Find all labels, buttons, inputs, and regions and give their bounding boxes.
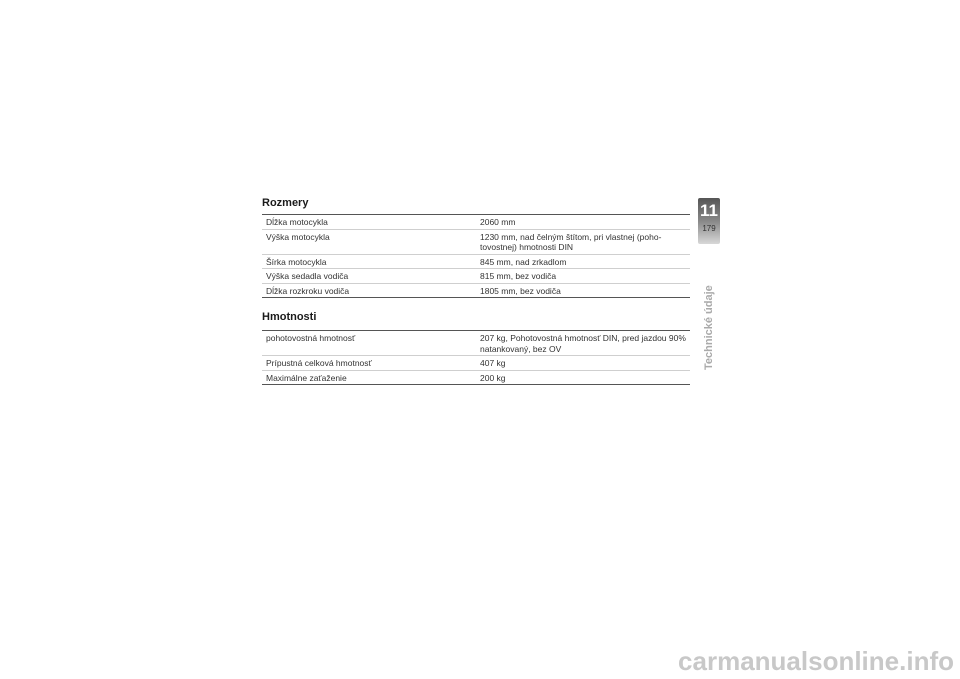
spec-key: Dĺžka rozkroku vodiča	[266, 285, 350, 296]
table-row	[262, 283, 690, 298]
table-row	[262, 229, 690, 254]
table-row	[262, 356, 690, 371]
table-row	[262, 215, 690, 230]
spec-key: Výška sedadla vodiča	[262, 269, 476, 284]
spec-value: 200 kg	[480, 372, 506, 383]
table-row	[262, 254, 690, 269]
table-row	[262, 331, 690, 356]
spec-key: Dĺžka motocykla	[262, 215, 476, 230]
dimensions-table	[262, 214, 690, 298]
page-content	[262, 196, 690, 385]
spec-value: 1805 mm, bez vodiča	[480, 285, 561, 296]
table-row	[262, 370, 690, 385]
chapter-side-title: Technické údaje	[703, 285, 715, 370]
spec-value: 815 mm, bez vodiča	[476, 269, 690, 284]
page-number: 179	[702, 224, 716, 233]
spec-key: pohotovostná hmotnosť	[262, 331, 476, 356]
spec-key: Maximálne zaťaženie	[266, 372, 347, 383]
spec-key: Šírka motocykla	[262, 254, 476, 269]
chapter-tab	[698, 198, 720, 244]
spec-value: 2060 mm	[476, 215, 690, 230]
spec-value: 1230 mm, nad čelným štítom, pri vlastnej (poho-tovostnej) hmotnosti DIN	[476, 229, 690, 254]
section-title-hmotnosti: Hmotnosti	[262, 311, 317, 323]
spec-value: 407 kg	[476, 356, 690, 371]
table-row	[262, 269, 690, 284]
spec-value: 845 mm, nad zrkadlom	[476, 254, 690, 269]
spec-key: Výška motocykla	[262, 229, 476, 254]
chapter-number: 11	[700, 201, 718, 220]
spec-key: Prípustná celková hmotnosť	[262, 356, 476, 371]
weights-table	[262, 330, 690, 385]
watermark: carmanualsonline.info	[678, 646, 954, 676]
spec-value: 207 kg, Pohotovostná hmotnosť DIN, pred jazdou 90% natankovaný, bez OV	[476, 331, 690, 356]
section-title-rozmery: Rozmery	[262, 197, 309, 209]
